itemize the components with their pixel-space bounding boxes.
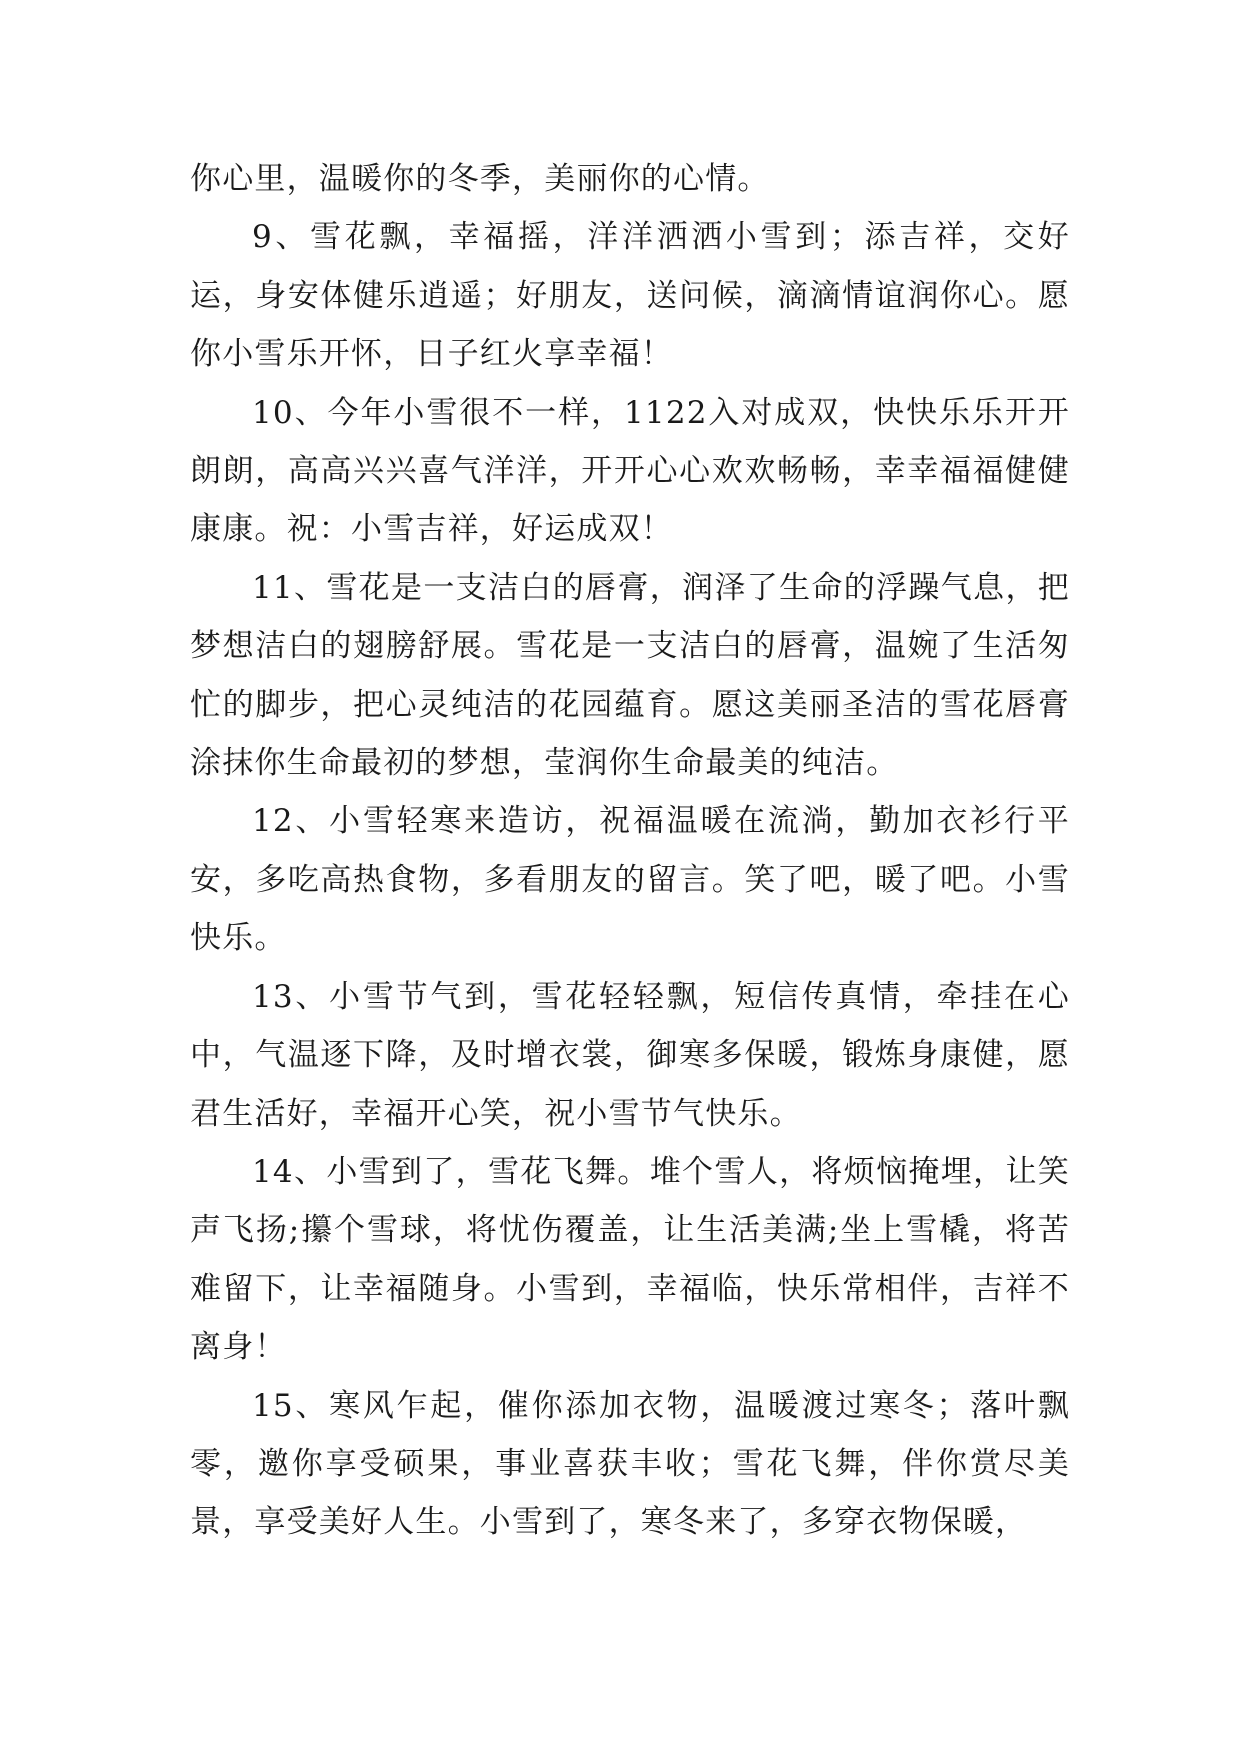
paragraph-13: 13、小雪节气到，雪花轻轻飘，短信传真情，牵挂在心中，气温逐下降，及时增衣裳，御寒多保暖，锻炼身康健，愿君生活好，幸福开心笑，祝小雪节气快乐。 <box>190 978 1070 1132</box>
paragraph-12: 12、小雪轻寒来造访，祝福温暖在流淌，勤加衣衫行平安，多吃高热食物，多看朋友的留言。笑了吧，暖了吧。小雪快乐。 <box>190 803 1070 957</box>
paragraph-15: 15、寒风乍起，催你添加衣物，温暖渡过寒冬；落叶飘零，邀你享受硕果，事业喜获丰收；雪花飞舞，伴你赏尽美景，享受美好人生。小雪到了，寒冬来了，多穿衣物保暖， <box>190 1387 1070 1541</box>
paragraph-10: 10、今年小雪很不一样，1122入对成双，快快乐乐开开朗朗，高高兴兴喜气洋洋，开开心心欢欢畅畅，幸幸福福健健康康。祝：小雪吉祥，好运成双！ <box>190 394 1070 548</box>
document-body <box>190 150 1070 1552</box>
paragraph-14: 14、小雪到了，雪花飞舞。堆个雪人，将烦恼掩埋，让笑声飞扬;攥个雪球，将忧伤覆盖，让生活美满;坐上雪橇，将苦难留下，让幸福随身。小雪到，幸福临，快乐常相伴，吉祥不离身！ <box>190 1153 1070 1366</box>
paragraph-continued: 你心里，温暖你的冬季，美丽你的心情。 <box>190 161 770 197</box>
paragraph-11: 11、雪花是一支洁白的唇膏，润泽了生命的浮躁气息，把梦想洁白的翅膀舒展。雪花是一支洁白的唇膏，温婉了生活匆忙的脚步，把心灵纯洁的花园蕴育。愿这美丽圣洁的雪花唇膏涂抹你生命最初的梦想，莹润你生命最美的纯洁。 <box>190 569 1070 782</box>
paragraph-9: 9、雪花飘，幸福摇，洋洋洒洒小雪到；添吉祥，交好运，身安体健乐逍遥；好朋友，送问候，滴滴情谊润你心。愿你小雪乐开怀，日子红火享幸福！ <box>190 219 1070 373</box>
